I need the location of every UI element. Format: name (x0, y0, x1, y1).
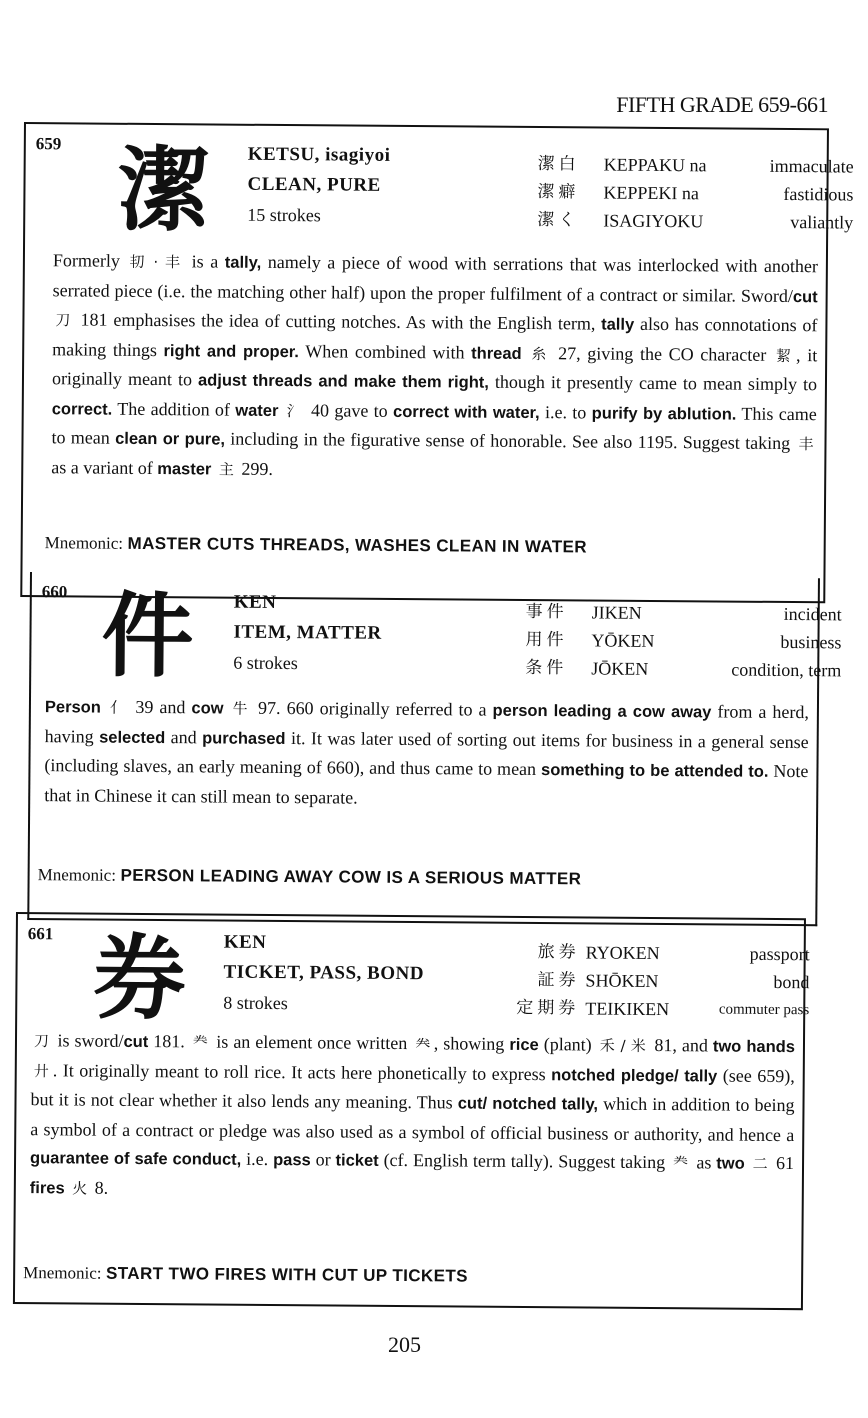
compound-romaji: KEPPEKI na (603, 182, 700, 204)
entry-number: 660 (41, 582, 68, 602)
entry-661 (13, 912, 810, 1310)
kanji-glyph: 主 (218, 460, 234, 479)
kanji-glyph: 糸 (531, 344, 549, 363)
compound-list (485, 938, 810, 1025)
entry-reading-block (223, 928, 424, 1020)
compound-row (538, 150, 854, 180)
compound-list (525, 598, 842, 684)
entry-kanji: 券 (93, 924, 186, 1033)
mnemonic-label: Mnemonic: (44, 533, 124, 553)
kanji-glyph: 丰 (798, 435, 814, 454)
kanji-glyph: 刀 (55, 311, 72, 330)
entry-660 (27, 572, 842, 926)
kanji-glyph: 刀 (33, 1032, 50, 1051)
mnemonic (38, 864, 582, 889)
entry-meaning: ITEM, MATTER (233, 621, 382, 644)
kanji-glyph: 亻 (109, 698, 127, 717)
compound-meaning: valiantly (790, 212, 854, 233)
kanji-glyph: 絜 (775, 346, 794, 365)
compound-kanji: 証券 (537, 970, 580, 991)
compound-kanji: 条件 (525, 657, 568, 679)
entry-kanji: 潔 (117, 136, 210, 245)
mnemonic-text: MASTER CUTS THREADS, WASHES CLEAN IN WATER (127, 533, 588, 557)
compound-romaji: ISAGIYOKU (603, 210, 704, 232)
entry-strokes: 6 strokes (233, 652, 298, 674)
entry-reading: KEN (223, 931, 267, 953)
entry-659 (20, 122, 854, 603)
entry-strokes: 15 strokes (247, 204, 321, 226)
entry-reading: KEN (233, 591, 277, 613)
compound-meaning: condition, term (731, 659, 842, 681)
entry-explanation: 刀 is sword/cut 181. 龹 is an element once written 𠔉 , showing rice (plant) 禾 / 米 81, and two hands 廾 . It originally meant to roll rice. It acts here phonetically to express notched pledge/ tally (see 659), but it is not clear whether it also lends any meaning. Thus cut/ notched tally, which in addition to being a symbol of a contract or pledge was also used as a symbol of official business or authority, and hence a guarantee of safe conduct, i.e. pass or ticket (cf. English term tally). Suggest taking 龹 as two 二 61 fires 火 8. (29, 1030, 796, 1198)
entry-number: 659 (35, 134, 62, 154)
entry-reading-block (233, 588, 382, 679)
compound-meaning: fastidious (783, 183, 854, 205)
compound-romaji: YŌKEN (591, 630, 655, 651)
mnemonic (45, 532, 587, 557)
mnemonic-text: PERSON LEADING AWAY COW IS A SERIOUS MATTER (120, 865, 582, 889)
entry-reading: KETSU, isagiyoi (247, 143, 391, 166)
compound-kanji: 潔白 (537, 154, 580, 175)
compound-romaji: RYOKEN (585, 942, 660, 964)
compound-romaji: SHŌKEN (585, 970, 659, 992)
compound-kanji: 潔く (537, 210, 580, 231)
compound-romaji: KEPPAKU na (603, 154, 707, 176)
mnemonic-text: START TWO FIRES WITH CUT UP TICKETS (105, 1263, 468, 1286)
compound-meaning: business (780, 631, 842, 653)
kanji-glyph: 氵 (286, 401, 303, 420)
entry-explanation: Formerly 㓞 · 丰 is a tally, namely a piece of wood with serrations that was interlocked with another serrated piece (i.e. the matching other half) upon the proper fulfilment of a contract or similar. Sword/cut 刀 181 emphasises the idea of cutting notches. As with the English term, tally also has connotations of making things right and proper. When combined with thread 糸 27, giving the CO character 絜 , it originally meant to adjust threads and make them right, though it presently came to mean simply to correct. The addition of water 氵 40 gave to correct with water, i.e. to purify by ablution. This came to mean clean or pure, including in the figurative sense of honorable. See also 1195. Suggest taking 丰 as a variant of master 主 299. (51, 250, 819, 479)
entry-meaning: CLEAN, PURE (247, 173, 381, 196)
compound-row (537, 206, 853, 236)
kanji-glyph: 火 (72, 1178, 88, 1198)
compound-kanji: 潔癖 (537, 182, 580, 203)
compound-row (486, 938, 810, 969)
compound-row (485, 994, 809, 1025)
kanji-glyph: 二 (752, 1154, 769, 1173)
kanji-glyph: 牛 (232, 699, 250, 718)
kanji-glyph: 龹 (192, 1033, 209, 1052)
entry-strokes: 8 strokes (223, 992, 288, 1014)
kanji-glyph: 𠔉 (415, 1035, 431, 1054)
kanji-glyph: 龹 (673, 1154, 689, 1173)
mnemonic-label: Mnemonic: (23, 1263, 102, 1283)
entry-number: 661 (27, 924, 54, 944)
compound-romaji: JIKEN (591, 602, 642, 623)
compound-row (537, 178, 853, 208)
page-number: 205 (388, 1332, 421, 1357)
mnemonic (23, 1262, 468, 1286)
entry-reading-block (247, 140, 390, 231)
compound-meaning: incident (783, 603, 842, 625)
compound-kanji: 旅券 (537, 942, 580, 963)
compound-romaji: TEIKIKEN (585, 998, 670, 1020)
compound-meaning: passport (749, 943, 810, 965)
compound-kanji: 定期券 (516, 997, 580, 1019)
entry-kanji: 件 (101, 582, 194, 691)
compound-row (485, 966, 809, 997)
compound-meaning: immaculate (769, 155, 854, 177)
compound-list (537, 150, 854, 236)
entry-explanation: Person 亻 39 and cow 牛 97. 660 originally referred to a person leading a cow away from a herd, having selected and purchased it. It was later used of sorting out items for business in a general sense (including slaves, an early meaning of 660), and thus came to mean something to be attended to. Note that in Chinese it can still mean to separate. (44, 696, 809, 808)
compound-kanji: 事件 (525, 601, 568, 623)
compound-kanji: 用件 (525, 629, 568, 651)
compound-romaji: JŌKEN (591, 658, 649, 679)
compound-row (526, 598, 842, 628)
compound-row (525, 654, 841, 684)
page-header: FIFTH GRADE 659-661 (616, 92, 828, 117)
compound-meaning: commuter pass (718, 1001, 810, 1019)
kanji-glyph: 禾 / 米 (599, 1036, 647, 1055)
kanji-glyph: 廾 (33, 1061, 50, 1080)
compound-meaning: bond (773, 971, 810, 993)
entry-meaning: TICKET, PASS, BOND (223, 961, 425, 985)
compound-row (525, 626, 841, 656)
mnemonic-label: Mnemonic: (37, 865, 117, 885)
kanji-glyph: 㓞 · 丰 (129, 252, 183, 272)
